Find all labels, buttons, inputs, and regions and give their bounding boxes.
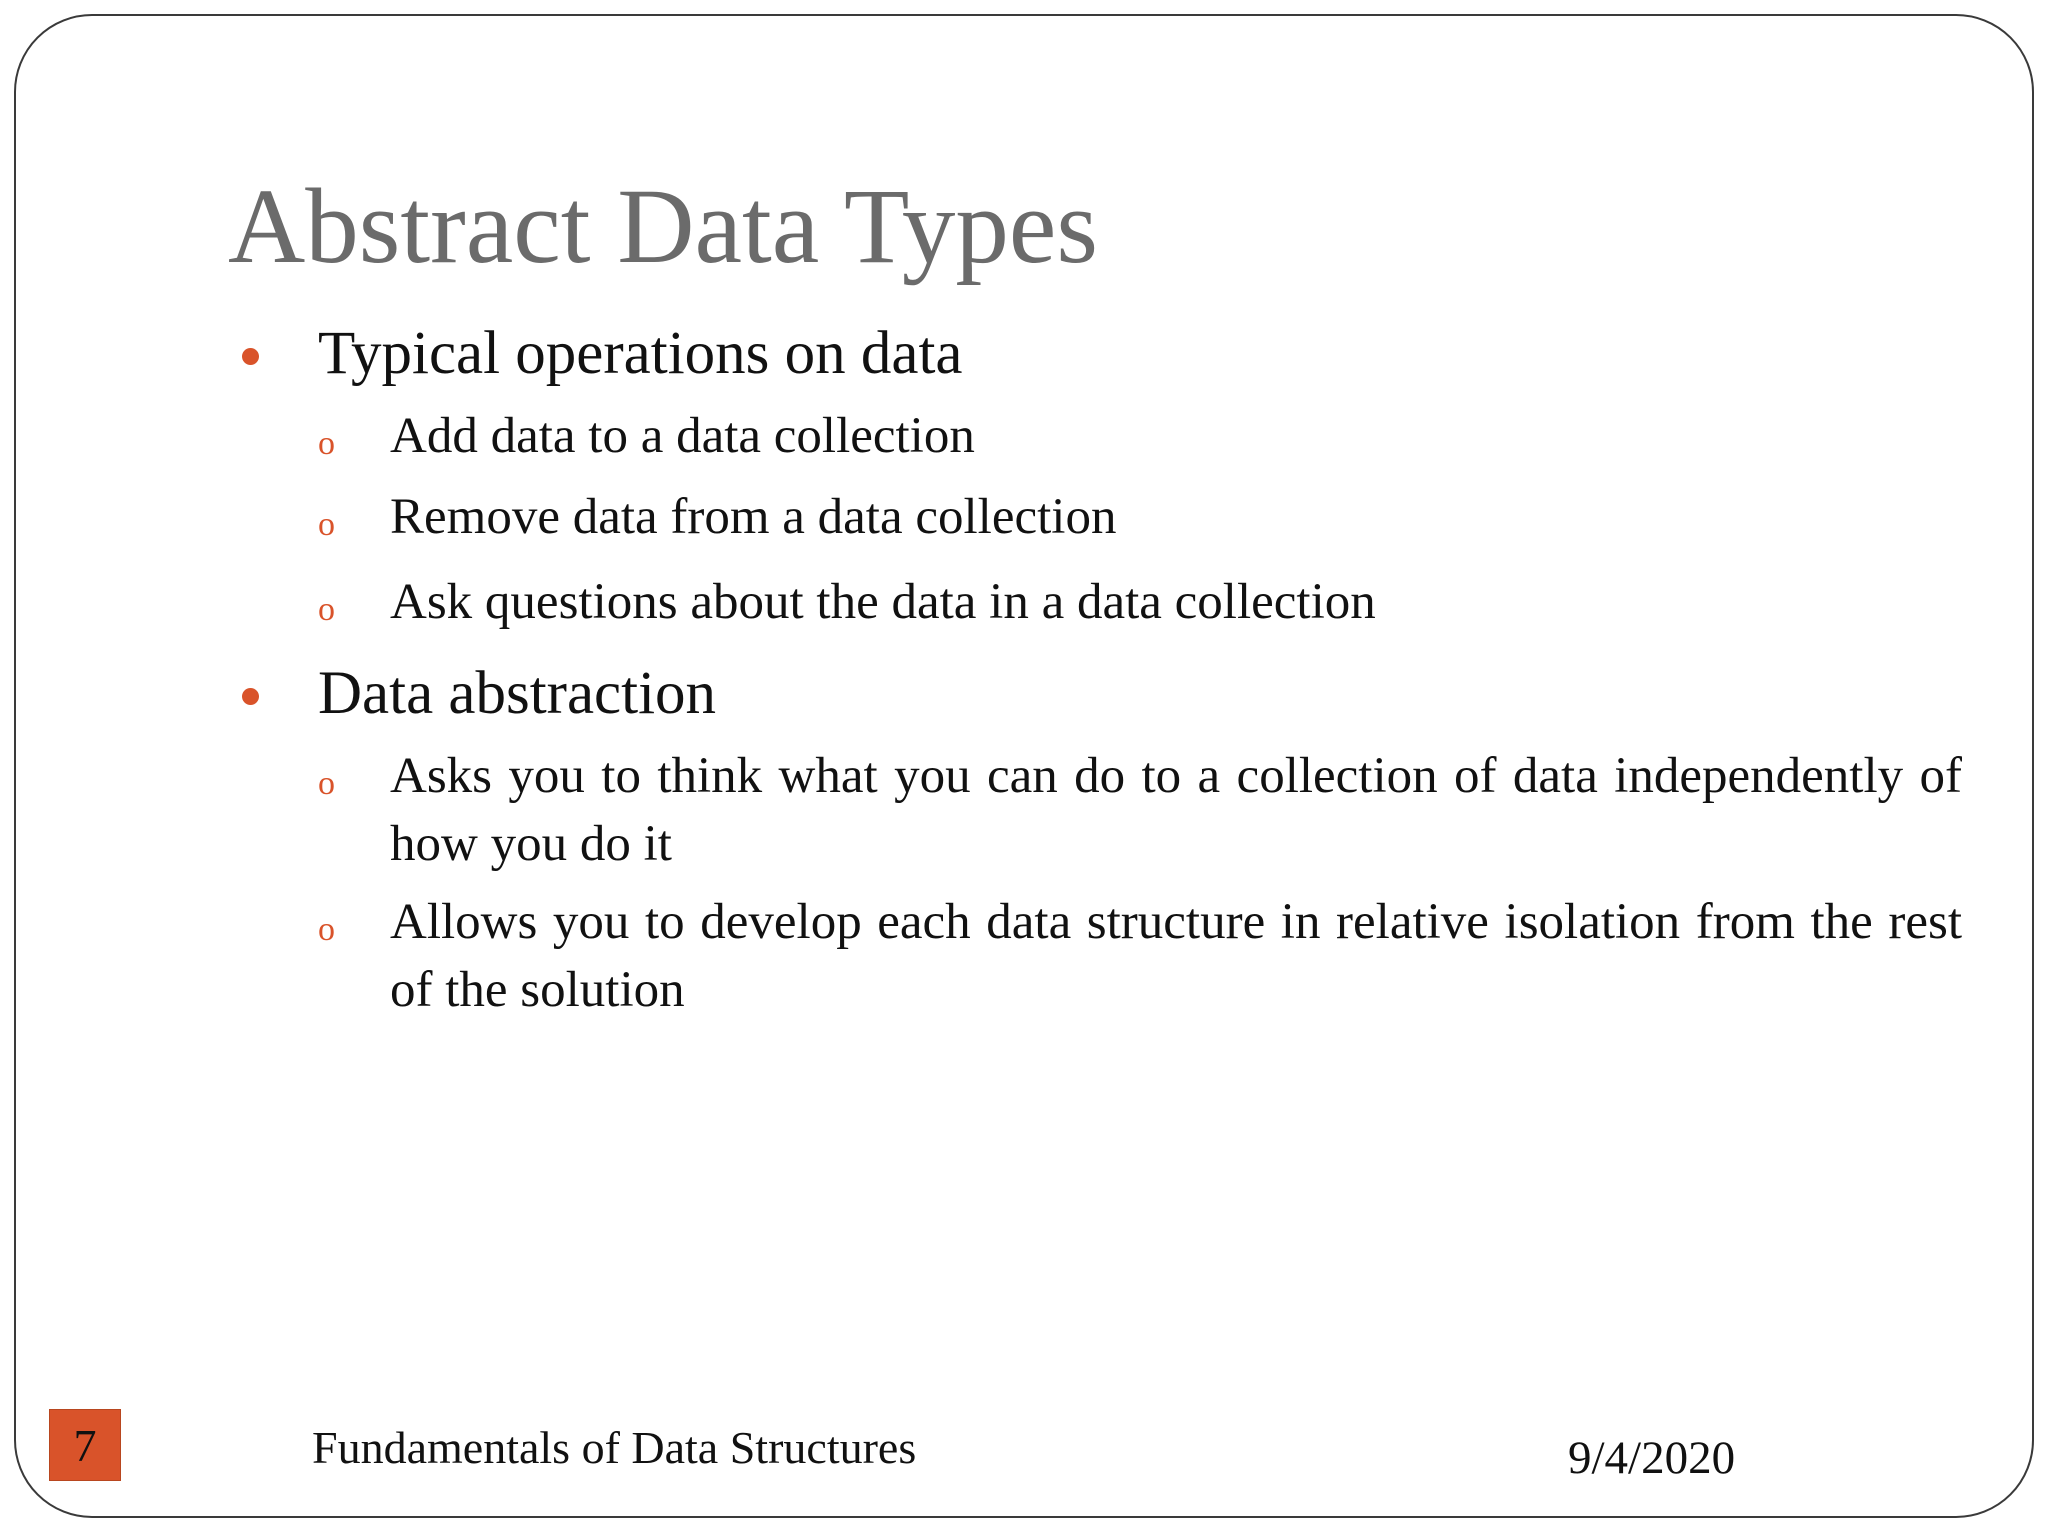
sub-bullet-text: Asks you to think what you can do to a collection of data independently of how you do it <box>390 748 1962 872</box>
bullet-item <box>230 656 1962 1024</box>
sub-bullet-text: Remove data from a data collection <box>390 489 1117 545</box>
hollow-circle-bullet-icon: o <box>318 591 335 628</box>
sub-bullet-list <box>318 742 1962 1024</box>
sub-bullet-item <box>318 483 1962 551</box>
bullet-list <box>230 316 1962 1024</box>
sub-bullet-text: Allows you to develop each data structure in relative isolation from the rest of the solution <box>390 894 1962 1018</box>
footer-date: 9/4/2020 <box>1568 1432 1736 1484</box>
bullet-text: Data abstraction <box>318 660 717 727</box>
sub-bullet-item <box>318 888 1962 1024</box>
sub-bullet-list <box>318 402 1962 636</box>
sub-bullet-text: Ask questions about the data in a data collection <box>390 574 1376 630</box>
footer-title: Fundamentals of Data Structures <box>312 1422 917 1473</box>
sub-bullet-item <box>318 568 1962 636</box>
hollow-circle-bullet-icon: o <box>318 506 335 543</box>
slide <box>14 14 2034 1518</box>
sub-bullet-text: Add data to a data collection <box>390 408 975 464</box>
sub-bullet-item <box>318 742 1962 878</box>
bullet-item <box>230 316 1962 636</box>
bullet-dot-icon <box>242 688 259 705</box>
bullet-text: Typical operations on data <box>318 320 963 387</box>
hollow-circle-bullet-icon: o <box>318 765 335 802</box>
hollow-circle-bullet-icon: o <box>318 425 335 462</box>
bullet-dot-icon <box>242 348 259 365</box>
slide-title: Abstract Data Types <box>228 168 1099 286</box>
hollow-circle-bullet-icon: o <box>318 911 335 948</box>
slide-number: 7 <box>49 1409 121 1481</box>
sub-bullet-item <box>318 402 1962 470</box>
